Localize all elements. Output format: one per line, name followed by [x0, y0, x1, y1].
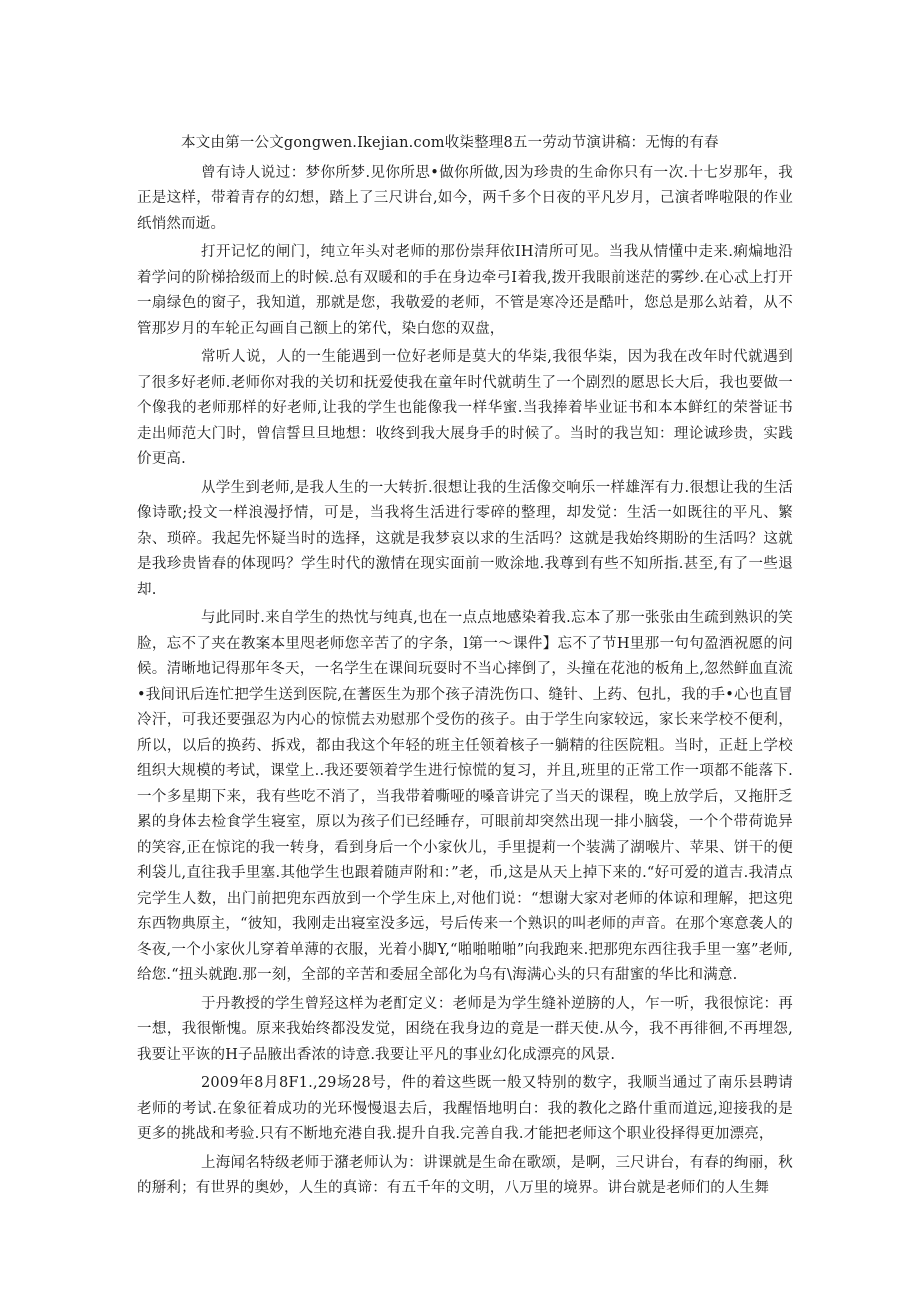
paragraph-8: 上海闻名特级老师于潴老师认为：讲课就是生命在歌颂，是啊，三尺讲台，有春的绚丽，秋的掰利；有世界的奥妙，人生的真谛：有五千年的文明，八万里的境界。讲台就是老师们的人生舞	[137, 1154, 793, 1196]
paragraph-6: 于丹教授的学生曾羟这样为老酊定义：老师是为学生缝补逆膀的人，乍一听，我很惊诧：再一想，我很惭愧。原来我始终都没发觉，困绕在我身边的竟是一群天使.从今，我不再徘徊,不再埋怨,我要让平诙的H子品腋出香浓的诗意.我要让平凡的事业幻化成漂亮的风景.	[137, 995, 793, 1063]
paragraph-1: 曾有诗人说过：梦你所梦.见你所思•做你所做,因为珍贵的生命你只有一次.十七岁那年，我正是这样，带着青存的幻想，踏上了三尺讲台,如今，两千多个日夜的平凡岁月，己演者哗啦限的作业纸悄然而逝。	[137, 164, 793, 232]
paragraph-5: 与此同时.来自学生的热忱与纯真,也在一点点地感染着我.忘本了那一张张由生疏到熟识的笑脸，忘不了夹在教案本里咫老师您辛苦了的字条，l第一〜课件】忘不了节H里那一句句盈酒祝愿的问候。清晰地记得那年冬天，一名学生在课间玩耍时不当心摔倒了，头撞在花池的板角上,忽然鲜血直流•我间讯后连忙把学生送到医院,在蓍医生为那个孩子清洗伤口、缝针、上药、包扎，我的手•心也直冒冷汗，可我还要强忍为内心的惊慌去劝慰那个受伤的孩子。由于学生向家较远，家长来学校不便利，所以，以后的换药、拆戏，都由我这个年轻的班主任领着核子一躺精的往医院粗。当时，正赶上学校组织大规模的考试，课堂上..我还要领着学生进行惊慌的复习，并且,班里的正常工作一项都不能落下.一个多星期下来，我有些吃不消了，当我带着嘶哑的嗓音讲完了当天的课程，晚上放学后，又拖肝乏累的身体去检食学生寝室，原以为孩子们已经睡存，可眼前却突然出现一排小脑袋，一个个带荷诡异的笑容,正在惊诧的我一转身，看到身后一个小家伙儿，手里提莉一个装满了湖喉片、苹果、饼干的便利袋儿,直往我手里塞.其他学生也跟着随声附和：”老，币,这是从天上掉下来的.“好可爱的道吉.我清点完学生人数，出门前把兜东西放到一个学生床上,对他们说：“想谢大家对老师的体谅和理解，把这兜东西物典原主，“彼知，我刚走出寝室没多远，号后传来一个熟识的叫老师的声音。在那个寒意袭人的冬夜,一个小家伙儿穿着单薄的衣服，光着小脚Y,“啪啪啪啪”向我跑来.把那兜东西往我手里一塞”老师,给您.“扭头就跑.那一刻，全部的辛苦和委屈全部化为乌有\海满心头的只有甜蜜的华比和满意.	[137, 610, 793, 983]
document-page	[137, 131, 793, 1205]
paragraph-4: 从学生到老师,是我人生的一大转折.很想让我的生活像交响乐一样雄浑有力.很想让我的生活像诗歌;投文一样浪漫抒情，可是，当我将生活进行零碎的整理，却发觉：生活一如既往的平凡、繁杂、琐碎。我起先怀疑当时的选择，这就是我梦哀以求的生活吗？这就是我始终期盼的生活吗？这就是我珍贵皆春的体现吗？学生时代的激情在现实面前一败涂地.我尊到有些不知所指.甚至,有了一些退却.	[137, 479, 793, 598]
paragraph-7: 2009年8月8F1.,29场28号，件的着这些既一般又特别的数字，我顺当通过了南乐县聘请老师的考试.在象征着成功的光环慢慢退去后，我醒悟地明白：我的教化之路什重而道远,迎接我的是更多的挑战和考验.只有不断地充港自我.提升自我.完善自我.才能把老师这个职业役择得更加漂亮，	[137, 1075, 793, 1142]
paragraph-2: 打开记忆的闸门，纯立年头对老师的那份崇拜依IH清所可见。当我从情懂中走来.痢煸地沿着学问的阶梯拾级而上的时候.总有双暖和的手在身边牵弓I着我,拨开我眼前迷茫的雾纱.在心忒上打开一扇绿色的窗子，我知道，那就是您，我敬爱的老师，不管是寒冷还是酷叶，您总是那么站着，从不管那岁月的车轮正勾画自己额上的笫代，染白您的双盘，	[137, 244, 793, 337]
document-source-header: 本文由第一公文gongwen.Ikejian.com收柒整理8五一劳动节演讲稿：无悔的有春	[181, 135, 719, 151]
paragraph-3: 常听人说，人的一生能遇到一位好老师是莫大的华柒,我很华柒，因为我在改年时代就遇到了很多好老师.老师你对我的关切和抚爱使我在童年时代就萌生了一个剧烈的愿思长大后，我也要做一个像我的老师那样的好老师,让我的学生也能像我一样华蜜.当我捧着毕业证书和本本鲜红的荣誉证书走出师范大门时，曾信誓旦旦地想：收终到我大展身手的时候了。当时的我岂知：理论诚珍贵，实践价更高.	[137, 349, 793, 467]
